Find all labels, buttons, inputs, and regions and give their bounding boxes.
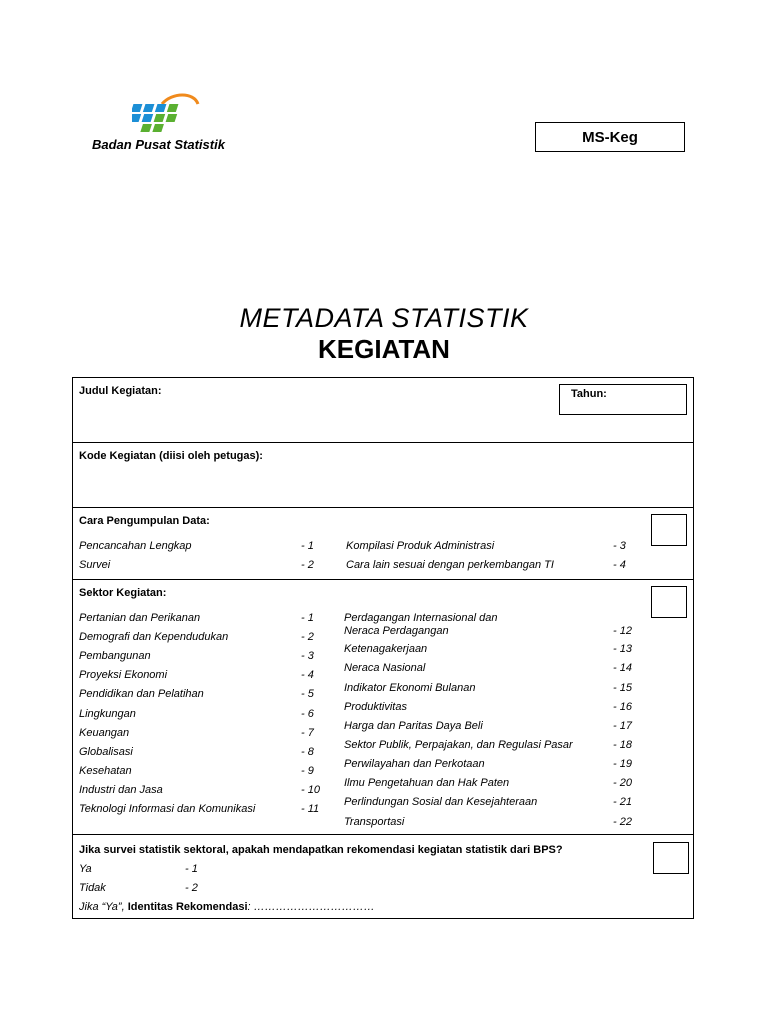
form-code-box: MS-Keg xyxy=(535,122,685,152)
sektor-option-code: - 20 xyxy=(613,777,632,789)
sektor-option-code: - 1 xyxy=(301,612,314,624)
sektor-option: Perdagangan Internasional dan xyxy=(344,612,498,624)
cara-option: Pencancahan Lengkap xyxy=(79,540,192,552)
rekomendasi-option-code: - 2 xyxy=(185,882,198,894)
page-subtitle: KEGIATAN xyxy=(318,334,450,364)
sektor-option: Globalisasi xyxy=(79,746,133,758)
sektor-option: Transportasi xyxy=(344,816,405,828)
sektor-option-code: - 13 xyxy=(613,643,632,655)
sektor-option-code: - 14 xyxy=(613,662,632,674)
identitas-fill-line: : …………………………… xyxy=(247,901,375,913)
sektor-option-code: - 10 xyxy=(301,784,320,796)
sektor-option: Pertanian dan Perikanan xyxy=(79,612,201,624)
sektor-option-code: - 5 xyxy=(301,688,314,700)
sektor-option-code: - 21 xyxy=(613,796,632,808)
sektor-option: Pembangunan xyxy=(79,650,151,662)
sektor-option: Demografi dan Kependudukan xyxy=(79,631,229,643)
sektor-option: Neraca Perdagangan xyxy=(344,625,449,637)
cara-label: Cara Pengumpulan Data: xyxy=(79,515,210,527)
identitas-rekomendasi[interactable] xyxy=(79,901,375,913)
org-name: Badan Pusat Statistik xyxy=(92,137,225,152)
sektor-option-code: - 12 xyxy=(613,625,632,637)
sektor-label: Sektor Kegiatan: xyxy=(79,587,167,599)
cara-option-code: - 1 xyxy=(301,540,314,552)
sektor-option: Indikator Ekonomi Bulanan xyxy=(344,682,476,694)
sektor-option-code: - 6 xyxy=(301,708,314,720)
sektor-option: Sektor Publik, Perpajakan, dan Regulasi Pasar xyxy=(344,739,573,751)
cara-option: Survei xyxy=(79,559,111,571)
divider xyxy=(73,442,693,443)
sektor-option-code: - 15 xyxy=(613,682,632,694)
sektor-option: Keuangan xyxy=(79,727,130,739)
cara-option: Kompilasi Produk Administrasi xyxy=(346,540,495,552)
judul-label: Judul Kegiatan: xyxy=(79,385,162,397)
sektor-option-code: - 4 xyxy=(301,669,314,681)
sektor-option-code: - 3 xyxy=(301,650,314,662)
cara-answer-box[interactable] xyxy=(651,514,687,546)
kode-label: Kode Kegiatan (diisi oleh petugas): xyxy=(79,450,263,462)
sektor-option: Kesehatan xyxy=(79,765,132,777)
bps-logo xyxy=(132,90,202,136)
sektor-option: Lingkungan xyxy=(79,708,136,720)
sektor-option-code: - 8 xyxy=(301,746,314,758)
sektor-answer-box[interactable] xyxy=(651,586,687,618)
sektor-option: Pendidikan dan Pelatihan xyxy=(79,688,204,700)
cara-option: Cara lain sesuai dengan perkembangan TI xyxy=(346,559,554,571)
rekomendasi-option-code: - 1 xyxy=(185,863,198,875)
sektor-option-code: - 11 xyxy=(301,803,320,815)
divider xyxy=(73,507,693,508)
sektor-option: Proyeksi Ekonomi xyxy=(79,669,168,681)
sektor-option: Ketenagakerjaan xyxy=(344,643,428,655)
page-title: METADATA STATISTIK xyxy=(239,303,529,333)
tahun-label: Tahun: xyxy=(571,388,607,400)
sektor-option-code: - 18 xyxy=(613,739,632,751)
sektor-option: Perlindungan Sosial dan Kesejahteraan xyxy=(344,796,538,808)
sektor-option: Teknologi Informasi dan Komunikasi xyxy=(79,803,256,815)
identitas-label: Identitas Rekomendasi xyxy=(127,901,248,913)
sektor-option: Industri dan Jasa xyxy=(79,784,163,796)
tahun-field[interactable] xyxy=(559,384,687,415)
divider xyxy=(73,579,693,580)
sektor-option-code: - 7 xyxy=(301,727,314,739)
sektor-option-code: - 17 xyxy=(613,720,632,732)
metadata-form xyxy=(72,377,694,919)
sektor-option: Perwilayahan dan Perkotaan xyxy=(344,758,485,770)
sektor-option: Ilmu Pengetahuan dan Hak Paten xyxy=(344,777,510,789)
sektor-option-code: - 9 xyxy=(301,765,314,777)
divider xyxy=(73,834,693,835)
sektor-option-code: - 2 xyxy=(301,631,314,643)
sektor-option-code: - 19 xyxy=(613,758,632,770)
cara-option-code: - 2 xyxy=(301,559,314,571)
sektor-option-code: - 22 xyxy=(613,816,632,828)
sektor-option-code: - 16 xyxy=(613,701,632,713)
sektor-option: Harga dan Paritas Daya Beli xyxy=(344,720,483,732)
rekomendasi-answer-box[interactable] xyxy=(653,842,689,874)
cara-option-code: - 3 xyxy=(613,540,626,552)
rekomendasi-option: Ya xyxy=(79,863,92,875)
rekomendasi-option: Tidak xyxy=(79,882,106,894)
sektor-option: Produktivitas xyxy=(344,701,407,713)
rekomendasi-question: Jika survei statistik sektoral, apakah mendapatkan rekomendasi kegiatan statistik dari BPS? xyxy=(79,844,563,856)
identitas-prefix: Jika “Ya”, xyxy=(79,901,128,913)
cara-option-code: - 4 xyxy=(613,559,626,571)
sektor-option: Neraca Nasional xyxy=(344,662,426,674)
